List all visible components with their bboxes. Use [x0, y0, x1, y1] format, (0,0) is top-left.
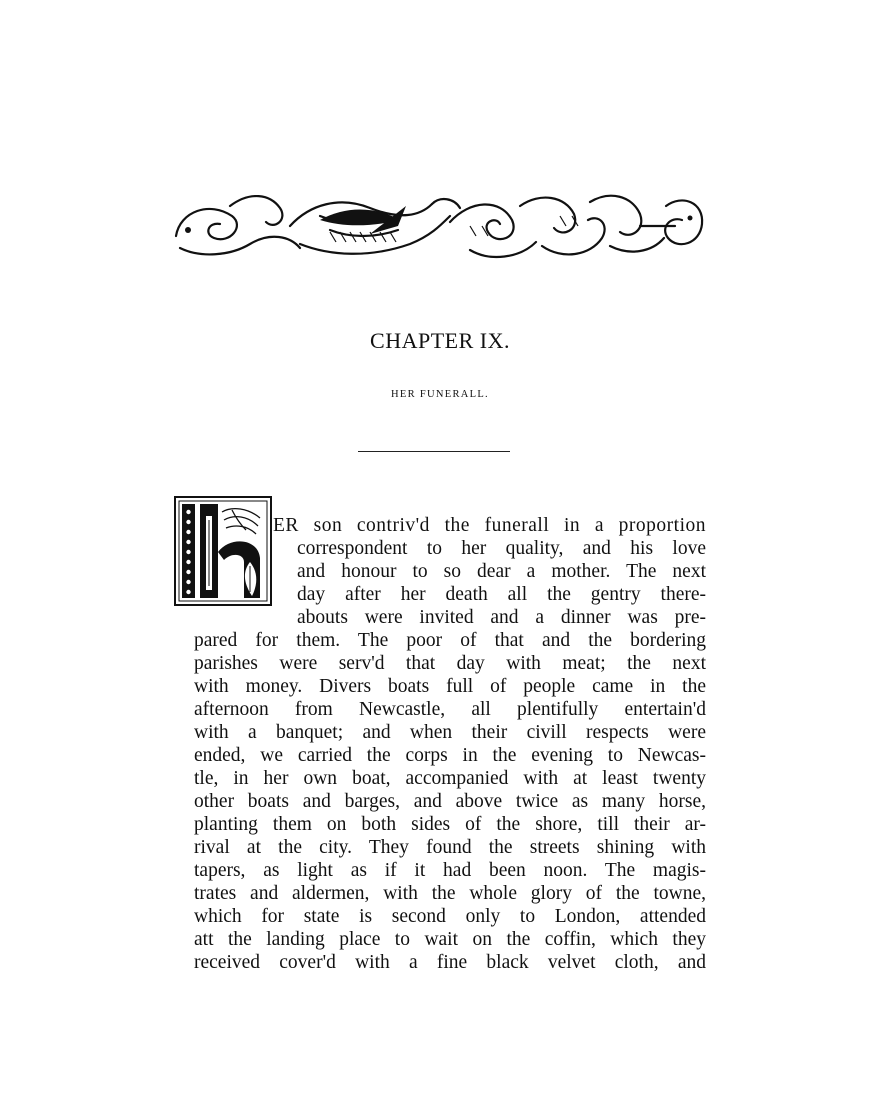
body-line-16: tapers, as light as if it had been noon. The magis-	[194, 860, 706, 881]
body-line-19: att the landing place to wait on the coffin, which they	[194, 929, 706, 950]
drop-cap-h-icon	[174, 496, 272, 606]
floral-dragon-headpiece-icon	[170, 186, 708, 268]
body-line-2: correspondent to her quality, and his love	[297, 538, 706, 559]
chapter-subtitle: HER FUNERALL.	[391, 389, 489, 400]
body-line-20: received cover'd with a fine black velvet cloth, and	[194, 952, 706, 973]
body-line-12: tle, in her own boat, accompanied with at least twenty	[194, 768, 706, 789]
chapter-title: CHAPTER IX.	[370, 328, 510, 353]
body-line-9: afternoon from Newcastle, all plentifully entertain'd	[194, 699, 706, 720]
body-line-13: other boats and barges, and above twice as many horse,	[194, 791, 706, 812]
body-line-7: parishes were serv'd that day with meat; the next	[194, 653, 706, 674]
body-line-6: pared for them. The poor of that and the bordering	[194, 630, 706, 651]
body-line-4: day after her death all the gentry there-	[297, 584, 706, 605]
body-line-3: and honour to so dear a mother. The next	[297, 561, 706, 582]
body-line-10: with a banquet; and when their civill respects were	[194, 722, 706, 743]
body-line-5: abouts were invited and a dinner was pre-	[297, 607, 706, 628]
drop-cap-tail: ER son contriv'd the funerall in a proportion	[273, 515, 706, 536]
body-line-18: which for state is second only to London, attended	[194, 906, 706, 927]
body-line-15: rival at the city. They found the streets shining with	[194, 837, 706, 858]
horizontal-rule-icon	[358, 451, 510, 452]
body-line-1	[273, 514, 706, 537]
body-line-14: planting them on both sides of the shore, till their ar-	[194, 814, 706, 835]
body-line-17: trates and aldermen, with the whole glory of the towne,	[194, 883, 706, 904]
body-line-8: with money. Divers boats full of people came in the	[194, 676, 706, 697]
body-line-11: ended, we carried the corps in the evening to Newcas-	[194, 745, 706, 766]
